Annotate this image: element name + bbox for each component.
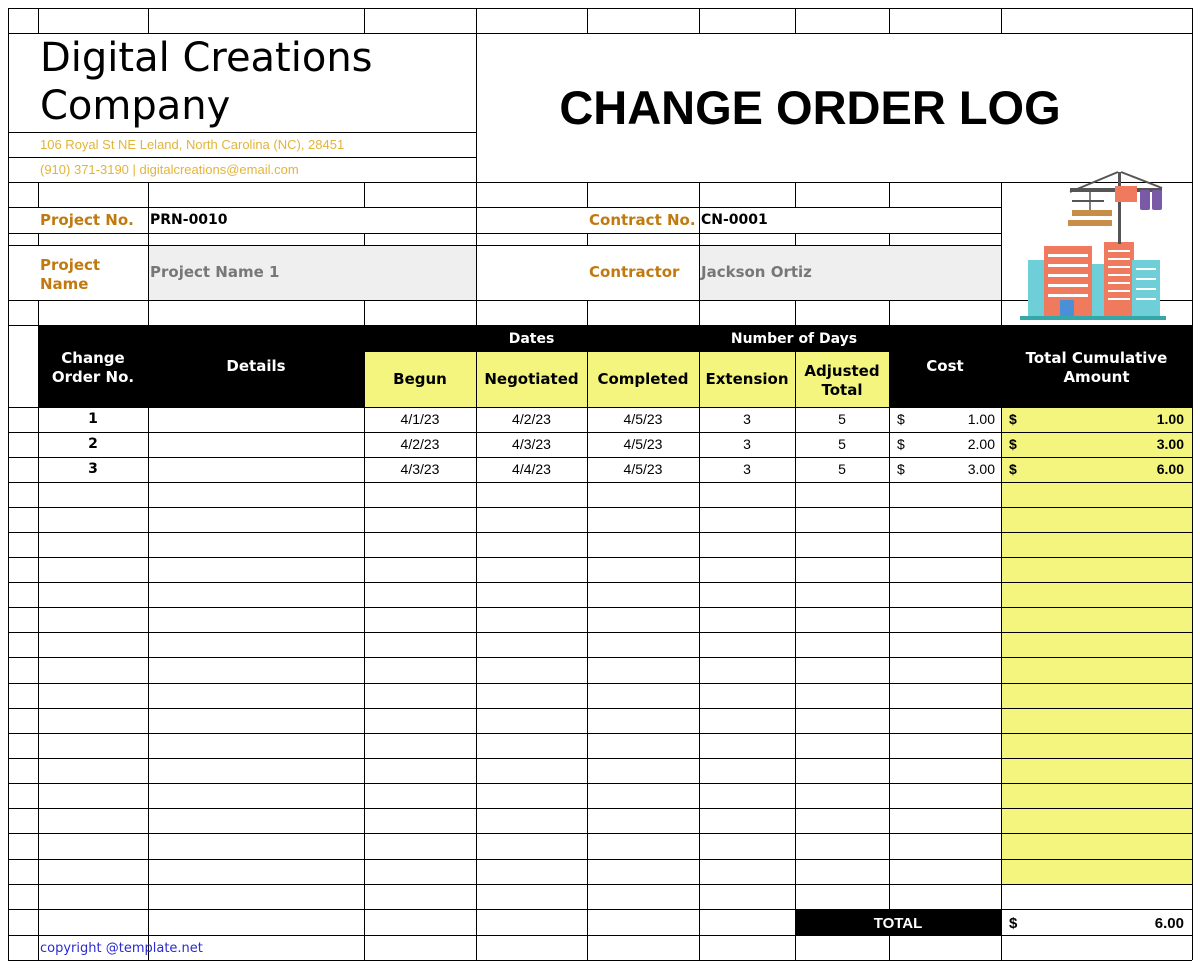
grid-line	[8, 482, 1192, 483]
contractor-field[interactable]: Jackson Ortiz	[701, 263, 812, 281]
contractor-label: Contractor	[589, 263, 680, 281]
grid-line	[8, 182, 1192, 183]
grid-line	[1001, 182, 1002, 325]
header-number-of-days: Number of Days	[730, 331, 858, 347]
grid-line	[587, 407, 588, 960]
grid-line	[8, 532, 1192, 533]
row-begun: 4/2/23	[400, 436, 440, 452]
grid-line	[1001, 8, 1002, 33]
grid-line	[8, 8, 9, 960]
grid-line	[8, 909, 1192, 910]
grid-line	[8, 758, 1192, 759]
grid-line	[8, 808, 1192, 809]
contract-no-value[interactable]: CN-0001	[701, 212, 768, 228]
row-cumulative: 1.00	[1156, 411, 1184, 427]
grid-line	[8, 859, 1192, 860]
grid-line	[8, 245, 1001, 246]
grid-line	[8, 132, 476, 133]
row-cumulative: 3.00	[1156, 436, 1184, 452]
row-cumulative: 6.00	[1156, 461, 1184, 477]
grid-line	[148, 407, 149, 960]
grid-line	[8, 407, 1192, 408]
grid-line	[8, 582, 1192, 583]
row-cost-currency: $	[897, 436, 905, 452]
grid-line	[8, 8, 1192, 9]
grid-line	[364, 182, 365, 207]
row-cost: 1.00	[967, 411, 995, 427]
grid-line	[1001, 407, 1002, 960]
grid-line	[364, 407, 365, 960]
grid-line	[587, 8, 588, 33]
project-name-field[interactable]: Project Name 1	[150, 263, 280, 281]
row-cost: 2.00	[967, 436, 995, 452]
header-begun: Begun	[393, 370, 447, 388]
grid-line	[364, 233, 365, 245]
grid-line	[148, 8, 149, 33]
grid-line	[364, 351, 889, 352]
grid-line	[8, 325, 1192, 326]
project-name-label: Project Name	[40, 256, 101, 293]
grid-line	[364, 8, 365, 33]
row-extension: 3	[743, 411, 751, 427]
copyright-link[interactable]: copyright @template.net	[40, 941, 203, 956]
grid-line	[8, 207, 1001, 208]
grid-line	[587, 182, 588, 207]
row-completed: 4/5/23	[623, 436, 663, 452]
grid-line	[1192, 8, 1193, 960]
grid-line	[8, 632, 1192, 633]
page-title: CHANGE ORDER LOG	[559, 81, 1061, 134]
row-begun: 4/3/23	[400, 461, 440, 477]
header-cost: Cost	[926, 357, 964, 375]
grid-line	[795, 182, 796, 207]
header-extension: Extension	[705, 370, 789, 388]
grid-line	[8, 960, 1192, 961]
grid-line	[795, 8, 796, 33]
row-negotiated: 4/4/23	[512, 461, 551, 477]
row-cumulative-currency: $	[1009, 436, 1017, 452]
grid-line	[699, 8, 700, 33]
grid-line	[476, 407, 477, 960]
row-cumulative-currency: $	[1009, 411, 1017, 427]
row-adjusted: 5	[838, 436, 846, 452]
grid-line	[889, 300, 890, 325]
header-dates: Dates	[508, 331, 555, 347]
grid-line	[8, 457, 1192, 458]
project-no-label: Project No.	[40, 211, 134, 229]
grid-line	[889, 8, 890, 33]
grid-line	[889, 182, 890, 207]
row-extension: 3	[743, 436, 751, 452]
grid-line	[8, 884, 1192, 885]
grid-line	[795, 233, 796, 245]
grid-line	[148, 182, 149, 325]
grid-line	[795, 407, 796, 960]
grid-line	[699, 407, 700, 960]
company-contact: (910) 371-3190 | digitalcreations@email.com	[40, 162, 299, 177]
row-negotiated: 4/3/23	[512, 436, 551, 452]
company-address: 106 Royal St NE Leland, North Carolina (NC), 28451	[40, 137, 345, 152]
grid-line	[476, 8, 477, 33]
row-completed: 4/5/23	[623, 411, 663, 427]
grid-line	[8, 833, 1192, 834]
contract-no-label: Contract No.	[589, 211, 696, 229]
grid-line	[8, 300, 1192, 301]
grid-line	[8, 432, 1192, 433]
grid-line	[38, 407, 39, 960]
row-extension: 3	[743, 461, 751, 477]
header-details: Details	[226, 357, 286, 375]
row-adjusted: 5	[838, 411, 846, 427]
company-name-line2: Company	[40, 83, 231, 129]
row-negotiated: 4/2/23	[512, 411, 551, 427]
total-label: TOTAL	[873, 915, 923, 932]
grid-line	[587, 300, 588, 325]
row-no: 1	[88, 411, 98, 427]
grid-line	[476, 182, 477, 325]
row-cost-currency: $	[897, 461, 905, 477]
grid-line	[38, 182, 39, 207]
grid-line	[795, 300, 796, 325]
grid-line	[1001, 325, 1002, 407]
header-total-cumulative: Total Cumulative Amount	[1025, 349, 1168, 386]
grid-line	[8, 708, 1192, 709]
grid-line	[38, 8, 39, 33]
grid-line	[699, 182, 700, 325]
grid-line	[8, 935, 1192, 936]
header-negotiated: Negotiated	[484, 370, 579, 388]
total-value: 6.00	[1154, 915, 1184, 932]
grid-line	[8, 783, 1192, 784]
grid-line	[8, 157, 476, 158]
header-change-order-no: Change Order No.	[51, 349, 135, 386]
grid-line	[38, 233, 39, 245]
grid-line	[8, 233, 1001, 234]
row-adjusted: 5	[838, 461, 846, 477]
company-name-line1: Digital Creations	[40, 35, 373, 81]
grid-line	[889, 407, 890, 960]
header-completed: Completed	[597, 370, 689, 388]
header-adjusted-total: Adjusted Total	[804, 362, 880, 399]
grid-line	[8, 733, 1192, 734]
row-begun: 4/1/23	[400, 411, 440, 427]
row-completed: 4/5/23	[623, 461, 663, 477]
project-no-value[interactable]: PRN-0010	[150, 212, 228, 228]
construction-crane-buildings-icon	[1020, 168, 1170, 323]
grid-line	[8, 683, 1192, 684]
total-currency: $	[1009, 915, 1018, 932]
row-no: 2	[88, 436, 98, 452]
grid-line	[8, 507, 1192, 508]
grid-line	[38, 300, 39, 325]
row-cumulative-currency: $	[1009, 461, 1017, 477]
grid-line	[889, 233, 890, 245]
grid-line	[587, 233, 588, 245]
grid-line	[8, 33, 1192, 34]
grid-line	[8, 657, 1192, 658]
cumulative-column-bg	[1001, 407, 1192, 884]
grid-line	[8, 557, 1192, 558]
row-no: 3	[88, 461, 98, 477]
grid-line	[795, 351, 796, 407]
grid-line	[8, 607, 1192, 608]
row-cost-currency: $	[897, 411, 905, 427]
row-cost: 3.00	[967, 461, 995, 477]
grid-line	[364, 300, 365, 325]
